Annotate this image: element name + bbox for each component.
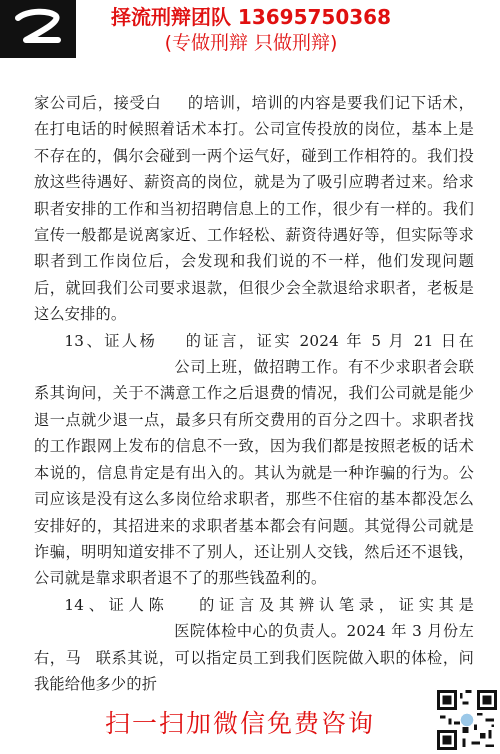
text-run: 13、证人杨 (64, 331, 158, 350)
text-run: 的证言，证实 2024 年 5 月 21 日在 (183, 331, 474, 350)
text-run: 家公司后，接受白 (34, 94, 162, 112)
wechat-consult-banner: 扫一扫加微信免费咨询 (104, 709, 375, 738)
qr-code-icon[interactable] (437, 690, 497, 750)
text-run: 医院体检中心的负责人。2024 年 3 月份左右，马 (34, 622, 474, 667)
brand-logo (0, 0, 76, 58)
logo-mark-icon (10, 6, 66, 52)
header-title: 择流刑辩团队 13695750368 (110, 5, 392, 29)
paragraph-witness-14 (34, 592, 474, 698)
paragraph-continuation (34, 90, 474, 328)
document-body (34, 90, 474, 697)
text-run: 联系其说，可以指定员工到我们医院做入职的体检，问我能给他多少的折 (34, 648, 474, 693)
paragraph-witness-13 (34, 328, 474, 592)
text-run: 的培训，培训的内容是要我们记下话术，在打电话的时候照着话术本打。公司宣传投放的岗位，基本上是不存在的，偶尔会碰到一两个运气好，碰到工作相符的。我们投放这些待遇好、薪资高的岗位，就是为了吸引应聘者过来。给求职者安排的工作和当初招聘信息上的工作，很少有一样的。我们宣传一般都是说离家近、工作轻松、薪资待遇好等，但实际等求职者到工作岗位后，会发现和我们说的不一样，他们发现问题后，就回我们公司要求退款，但很少会全款退给求职者，老板是这么安排的。 (34, 94, 474, 324)
header-subtitle: (专做刑辩 只做刑辩) (164, 32, 338, 54)
text-run: 14、证人陈 (64, 595, 169, 614)
header-banner (76, 4, 426, 56)
text-run: 公司上班，做招聘工作。有不少求职者会联系其询问，关于不满意工作之后退费的情况，我们公司就是能少退一点就少退一点，最多只有所交费用的百分之四十。求职者找的工作跟网上发布的信息不一致，因为我们都是按照老板的话术本说的，信息肯定是有出入的。其认为就是一种诈骗的行为。公司应该是没有这么多岗位给求职者，那些不住宿的基本都没怎么安排好的，其招进来的求职者基本都会有问题。其觉得公司就是诈骗，明明知道安排不了别人，还让别人交钱，然后还不退钱，公司就是靠求职者退不了的那些钱盈利的。 (34, 358, 474, 588)
text-run: 的证言及其辨认笔录，证实其是 (194, 595, 474, 614)
